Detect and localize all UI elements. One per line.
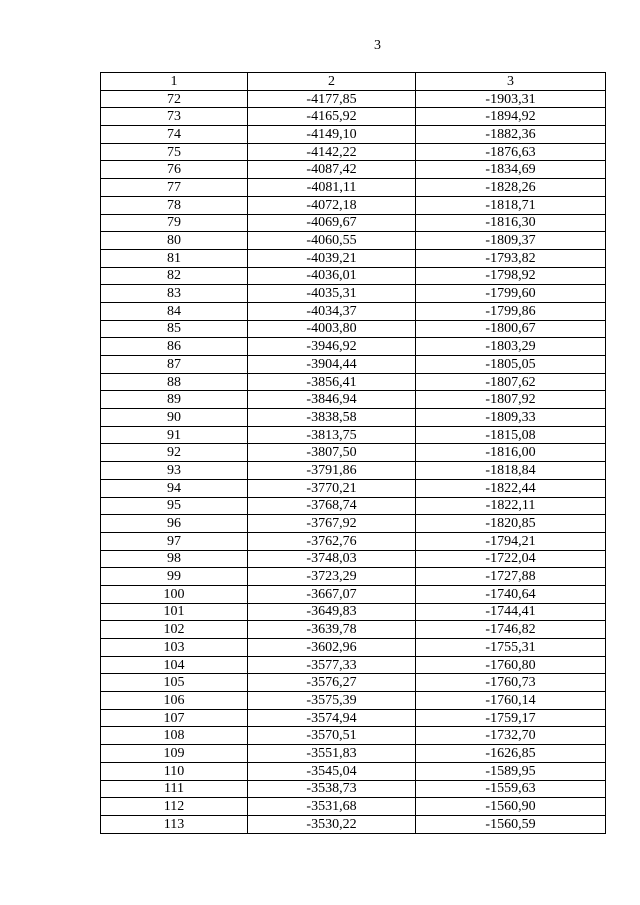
- column-header-1: 1: [101, 73, 248, 91]
- column-header-2: 2: [248, 73, 416, 91]
- point-number-cell: 113: [101, 815, 248, 833]
- point-number-cell: 82: [101, 267, 248, 285]
- y-value-cell: -1759,17: [416, 709, 606, 727]
- point-number-cell: 90: [101, 409, 248, 427]
- y-value-cell: -1760,14: [416, 692, 606, 710]
- table-row: [101, 108, 606, 126]
- point-number-cell: 91: [101, 426, 248, 444]
- table-row: [101, 780, 606, 798]
- y-value-cell: -1589,95: [416, 762, 606, 780]
- point-number-cell: 105: [101, 674, 248, 692]
- x-value-cell: -3846,94: [248, 391, 416, 409]
- table-row: [101, 302, 606, 320]
- point-number-cell: 99: [101, 568, 248, 586]
- table-row: [101, 568, 606, 586]
- point-number-cell: 80: [101, 232, 248, 250]
- y-value-cell: -1809,33: [416, 409, 606, 427]
- table-row: [101, 727, 606, 745]
- table-row: [101, 550, 606, 568]
- y-value-cell: -1828,26: [416, 179, 606, 197]
- y-value-cell: -1740,64: [416, 585, 606, 603]
- point-number-cell: 75: [101, 143, 248, 161]
- x-value-cell: -3576,27: [248, 674, 416, 692]
- table-body: [101, 73, 606, 834]
- point-number-cell: 102: [101, 621, 248, 639]
- x-value-cell: -4039,21: [248, 249, 416, 267]
- x-value-cell: -4034,37: [248, 302, 416, 320]
- y-value-cell: -1560,59: [416, 815, 606, 833]
- table-row: [101, 373, 606, 391]
- point-number-cell: 110: [101, 762, 248, 780]
- y-value-cell: -1818,84: [416, 462, 606, 480]
- point-number-cell: 100: [101, 585, 248, 603]
- x-value-cell: -3545,04: [248, 762, 416, 780]
- x-value-cell: -4069,67: [248, 214, 416, 232]
- table-row: [101, 462, 606, 480]
- table-row: [101, 479, 606, 497]
- y-value-cell: -1815,08: [416, 426, 606, 444]
- table-row: [101, 444, 606, 462]
- point-number-cell: 92: [101, 444, 248, 462]
- point-number-cell: 81: [101, 249, 248, 267]
- x-value-cell: -3551,83: [248, 745, 416, 763]
- y-value-cell: -1760,80: [416, 656, 606, 674]
- x-value-cell: -4072,18: [248, 196, 416, 214]
- y-value-cell: -1799,60: [416, 285, 606, 303]
- table-row: [101, 161, 606, 179]
- x-value-cell: -3570,51: [248, 727, 416, 745]
- table-row: [101, 745, 606, 763]
- point-number-cell: 101: [101, 603, 248, 621]
- y-value-cell: -1800,67: [416, 320, 606, 338]
- table-row: [101, 143, 606, 161]
- table-row: [101, 356, 606, 374]
- point-number-cell: 78: [101, 196, 248, 214]
- point-number-cell: 109: [101, 745, 248, 763]
- x-value-cell: -3667,07: [248, 585, 416, 603]
- point-number-cell: 84: [101, 302, 248, 320]
- x-value-cell: -3531,68: [248, 798, 416, 816]
- table-row: [101, 585, 606, 603]
- table-row: [101, 709, 606, 727]
- point-number-cell: 85: [101, 320, 248, 338]
- y-value-cell: -1809,37: [416, 232, 606, 250]
- point-number-cell: 108: [101, 727, 248, 745]
- y-value-cell: -1816,30: [416, 214, 606, 232]
- table-row: [101, 249, 606, 267]
- x-value-cell: -3575,39: [248, 692, 416, 710]
- y-value-cell: -1820,85: [416, 515, 606, 533]
- point-number-cell: 97: [101, 532, 248, 550]
- x-value-cell: -3748,03: [248, 550, 416, 568]
- y-value-cell: -1798,92: [416, 267, 606, 285]
- point-number-cell: 73: [101, 108, 248, 126]
- table-row: [101, 214, 606, 232]
- point-number-cell: 95: [101, 497, 248, 515]
- point-number-cell: 103: [101, 639, 248, 657]
- table-row: [101, 762, 606, 780]
- coordinates-table: [100, 72, 606, 834]
- point-number-cell: 74: [101, 126, 248, 144]
- point-number-cell: 112: [101, 798, 248, 816]
- x-value-cell: -3762,76: [248, 532, 416, 550]
- x-value-cell: -3767,92: [248, 515, 416, 533]
- column-header-3: 3: [416, 73, 606, 91]
- y-value-cell: -1805,05: [416, 356, 606, 374]
- y-value-cell: -1822,11: [416, 497, 606, 515]
- x-value-cell: -4035,31: [248, 285, 416, 303]
- x-value-cell: -4081,11: [248, 179, 416, 197]
- y-value-cell: -1746,82: [416, 621, 606, 639]
- table-row: [101, 391, 606, 409]
- table-row: [101, 656, 606, 674]
- y-value-cell: -1818,71: [416, 196, 606, 214]
- table-row: [101, 338, 606, 356]
- page-number: 3: [374, 38, 381, 53]
- y-value-cell: -1876,63: [416, 143, 606, 161]
- table-row: [101, 497, 606, 515]
- y-value-cell: -1755,31: [416, 639, 606, 657]
- table-row: [101, 320, 606, 338]
- x-value-cell: -3530,22: [248, 815, 416, 833]
- y-value-cell: -1822,44: [416, 479, 606, 497]
- y-value-cell: -1560,90: [416, 798, 606, 816]
- point-number-cell: 104: [101, 656, 248, 674]
- table-row: [101, 267, 606, 285]
- point-number-cell: 106: [101, 692, 248, 710]
- x-value-cell: -3602,96: [248, 639, 416, 657]
- point-number-cell: 94: [101, 479, 248, 497]
- table-row: [101, 90, 606, 108]
- table-row: [101, 674, 606, 692]
- table-header-row: [101, 73, 606, 91]
- x-value-cell: -3813,75: [248, 426, 416, 444]
- y-value-cell: -1882,36: [416, 126, 606, 144]
- table-row: [101, 532, 606, 550]
- x-value-cell: -3946,92: [248, 338, 416, 356]
- table-row: [101, 232, 606, 250]
- x-value-cell: -4060,55: [248, 232, 416, 250]
- table-row: [101, 639, 606, 657]
- table-row: [101, 515, 606, 533]
- x-value-cell: -4087,42: [248, 161, 416, 179]
- x-value-cell: -4003,80: [248, 320, 416, 338]
- table-row: [101, 285, 606, 303]
- y-value-cell: -1816,00: [416, 444, 606, 462]
- x-value-cell: -3856,41: [248, 373, 416, 391]
- x-value-cell: -3574,94: [248, 709, 416, 727]
- x-value-cell: -3770,21: [248, 479, 416, 497]
- x-value-cell: -3577,33: [248, 656, 416, 674]
- x-value-cell: -3838,58: [248, 409, 416, 427]
- x-value-cell: -4036,01: [248, 267, 416, 285]
- table-row: [101, 798, 606, 816]
- x-value-cell: -4165,92: [248, 108, 416, 126]
- x-value-cell: -3723,29: [248, 568, 416, 586]
- y-value-cell: -1559,63: [416, 780, 606, 798]
- point-number-cell: 72: [101, 90, 248, 108]
- point-number-cell: 111: [101, 780, 248, 798]
- table-row: [101, 692, 606, 710]
- point-number-cell: 96: [101, 515, 248, 533]
- y-value-cell: -1727,88: [416, 568, 606, 586]
- y-value-cell: -1722,04: [416, 550, 606, 568]
- point-number-cell: 107: [101, 709, 248, 727]
- y-value-cell: -1626,85: [416, 745, 606, 763]
- table-row: [101, 815, 606, 833]
- x-value-cell: -3538,73: [248, 780, 416, 798]
- point-number-cell: 89: [101, 391, 248, 409]
- x-value-cell: -4177,85: [248, 90, 416, 108]
- point-number-cell: 98: [101, 550, 248, 568]
- point-number-cell: 79: [101, 214, 248, 232]
- y-value-cell: -1807,62: [416, 373, 606, 391]
- point-number-cell: 83: [101, 285, 248, 303]
- x-value-cell: -3904,44: [248, 356, 416, 374]
- table-row: [101, 196, 606, 214]
- table-row: [101, 621, 606, 639]
- table-row: [101, 409, 606, 427]
- y-value-cell: -1807,92: [416, 391, 606, 409]
- x-value-cell: -3649,83: [248, 603, 416, 621]
- y-value-cell: -1744,41: [416, 603, 606, 621]
- x-value-cell: -4142,22: [248, 143, 416, 161]
- y-value-cell: -1760,73: [416, 674, 606, 692]
- y-value-cell: -1793,82: [416, 249, 606, 267]
- table-row: [101, 603, 606, 621]
- y-value-cell: -1803,29: [416, 338, 606, 356]
- y-value-cell: -1834,69: [416, 161, 606, 179]
- point-number-cell: 77: [101, 179, 248, 197]
- table-row: [101, 426, 606, 444]
- y-value-cell: -1794,21: [416, 532, 606, 550]
- x-value-cell: -3807,50: [248, 444, 416, 462]
- x-value-cell: -3639,78: [248, 621, 416, 639]
- table-row: [101, 179, 606, 197]
- y-value-cell: -1903,31: [416, 90, 606, 108]
- point-number-cell: 93: [101, 462, 248, 480]
- point-number-cell: 87: [101, 356, 248, 374]
- x-value-cell: -3768,74: [248, 497, 416, 515]
- y-value-cell: -1732,70: [416, 727, 606, 745]
- y-value-cell: -1799,86: [416, 302, 606, 320]
- x-value-cell: -3791,86: [248, 462, 416, 480]
- point-number-cell: 76: [101, 161, 248, 179]
- table-row: [101, 126, 606, 144]
- point-number-cell: 86: [101, 338, 248, 356]
- y-value-cell: -1894,92: [416, 108, 606, 126]
- x-value-cell: -4149,10: [248, 126, 416, 144]
- point-number-cell: 88: [101, 373, 248, 391]
